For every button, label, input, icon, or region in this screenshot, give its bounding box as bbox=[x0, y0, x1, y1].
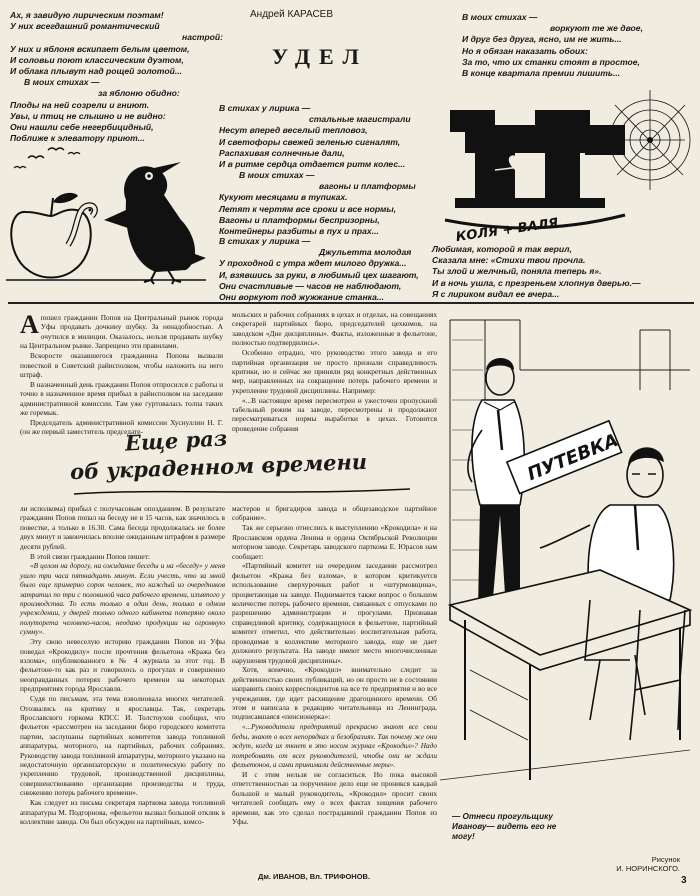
voucher-sign-text: ПУТЕВКА bbox=[524, 429, 622, 486]
poem-line: Они счастливые — часов не наблюдают, bbox=[219, 280, 402, 291]
article-paragraph: Вскоросте оказавшегося гражданина Попова вызвали повесткой в Советский райисполком, чтобы наложить на него штраф. bbox=[20, 351, 223, 379]
poem-line: Поближе к элеватору приют... bbox=[10, 133, 145, 144]
poem-line: И в ночь ушла, с презреньем хлопнув дверью.— bbox=[432, 277, 641, 288]
poem-line: В моих стихах — bbox=[239, 170, 315, 180]
page-number: 3 bbox=[681, 875, 687, 886]
poem-line: В моих стихах — bbox=[462, 12, 538, 22]
poem-line: Они воркуют под жужжание станка... bbox=[219, 292, 385, 303]
poem-middle-stanza-3 bbox=[219, 236, 419, 303]
poem-line: И светофоры свежей зеленью сигналят, bbox=[219, 136, 401, 147]
poem-line: Любимая, которой я так верил, bbox=[432, 244, 572, 254]
poem-line: За то, что их станки стоят в простое, bbox=[462, 56, 640, 67]
article-paragraph: Эту свою невеселую историю гражданин Попов из Уфы поведал «Крокодилу» после прочтения фельетона «Кража без взлома», опубликованного в № 4 журнала за этот год. В фельетоне-то как раз и говорилось о прогулах и совершенно неоправданных потерях рабочего времени на некоторых предприятиях города Ярославля. bbox=[20, 637, 225, 694]
caption-line: Иванову— видеть его не bbox=[452, 822, 557, 831]
poem-line: В стихах у лирика — bbox=[219, 103, 311, 113]
headline-underline bbox=[70, 486, 430, 498]
article-paragraph: Так же серьезно отнеслись к выступлению «Крокодила» и на Ярославском ордена Ленина и ордена Октябрьской Революции моторном заводе. Секретарь заводского парткома Е. Юрасов нам сообщает: bbox=[232, 523, 437, 561]
article-paragraph: «В целом на дорогу, на ожидание беседы и на «беседу» у меня ушло три часа пятнадцать минут. Если учесть, что за мной было еще примерно сорок человек, то каждый из очередников затратил по три с половиной часа рабочего времени, изъятого у производства. То есть только в один день, только в одном учреждении, у дверей только одного кабинета потеряно около полуторета человеко-часов, неодано продукции на огромную сумму». bbox=[20, 561, 225, 637]
poem-line: вагоны и платформы bbox=[319, 181, 416, 192]
article-paragraph: Судя по письмам, эта тема взволновала многих читателей. Отозвались на критику и ярославцы. Так, секретарь Ярославского горкома КПСС И. Толстоухов сообщил, что фельетон «рассмотрен на заседании бюро городского комитета партии, заслушаны партийных комитетов завода топливной аппаратуры, моторного, на партийных, рабочих собраниях. Руководству завода топливной аппаратуры, моторного указано на недостаточную организаторскую и политическую работу по укреплению трудовой, производственной дисциплины, совершенствованию организации производства и труда, снижению потерь рабочего времени». bbox=[20, 694, 225, 798]
article-paragraph: Председатель административной комиссии Хуснуллин Н. Г. (он же первый заместитель председате- bbox=[20, 417, 223, 437]
article-paragraph: ли исполкома) прибыл с получасовым опозданием. В результате гражданин Попов попал на беседу не в 15 часов, как значилось в повестке, а только в 16.30. Сама беседа продолжалась не более двух минут и закончилась вполне ожиданным штрафом в размере десяти рублей. bbox=[20, 504, 225, 551]
poem-line: настрой: bbox=[182, 32, 224, 43]
poem-line: Летят к чертям все сроки и все нормы, bbox=[219, 203, 397, 214]
poem-line: В стихах у лирика — bbox=[219, 236, 311, 246]
article-paragraph: В назначенный день гражданин Попов отпросился с работы и точно в назначенное время прибыл в райисполком на заседание административной комиссии. Там уже гуртовалась толпа таких же горемык. bbox=[20, 379, 223, 418]
article-paragraph: Хотя, конечно, «Крокодил» внимательно следит за действенностью своих публикаций, но он просто не в состоянии направить своих корреспондентов на все те предприятия и во все учреждения, где идет расхищение драгоценного времени. Об этом и написала в редакцию читательница из Ленинграда, подписавшаяся «пенсионерка»: bbox=[232, 665, 437, 722]
poem-middle-stanza-2 bbox=[219, 170, 416, 237]
poem-line: Но я обязан наказать обоих: bbox=[462, 45, 588, 56]
caption-line: могу! bbox=[452, 832, 475, 841]
article-col2-top bbox=[232, 310, 437, 433]
poem-line: Распахивая солнечные дали, bbox=[219, 147, 345, 158]
poem-line: В моих стихах — bbox=[24, 77, 100, 88]
poem-line: стальные магистрали bbox=[309, 114, 411, 125]
article-paragraph: «Партийный комитет на очередном заседании рассмотрел фельетон «Кража без взлома», в котором критикуется использование сверхурочных работ и «штурмовщина», процветающая на заводе. Поднимается также вопрос о большом количестве потерь рабочего времени, связанных с отпусками по разрешению администрации и прогулами. Признавая справедливой критику, содержащуюся в фельетоне, партийный комитет отметил, что действительно воспитательная работа, проводимая в коллективе моторного завода, еще не дает должного результата. На заводе имеют место многочисленные нарушения трудовой дисциплины». bbox=[232, 561, 437, 665]
poem-right-stanza-1 bbox=[462, 12, 643, 79]
article-col1-top bbox=[20, 310, 223, 437]
poem-line: И соловьи поют классическим дуэтом, bbox=[10, 54, 184, 65]
article-paragraph: «...Руководители предприятий прекрасно знают все свои беды, знают о всех непорядках и безобразиях. Так почему же они ждут, когда их ткнет в это носом журнал «Крокодил»? Надо потребовать от всех руководителей, чтобы они не ждали фельетонов, а сами принимали действенные меры». bbox=[232, 722, 437, 769]
poem-middle-stanza-1 bbox=[219, 103, 411, 170]
article-paragraph: мольских и рабочих собраниях в цехах и отделах, на совещаниях секретарей партийных бюро, председателей цехкомов, на заводском «Дне дисциплины». Факты, изложенные в фельетоне, полностью подтвердились». bbox=[232, 310, 437, 348]
poem-line: воркуют те же двое, bbox=[550, 23, 643, 34]
article-paragraph: пошел гражданин Попов на Центральный рынок города Уфы продавать дочкину шубку. За ненадобностью. А очутился в милиции. Оказалось, нельзя продавать шубку на Центральном рынке. Запрещено эти правилами. bbox=[20, 313, 223, 351]
cartoon-illustration bbox=[440, 310, 695, 800]
credit-line: И. НОРИНСКОГО. bbox=[616, 864, 680, 873]
poem-author: Андрей КАРАСЕВ bbox=[250, 9, 334, 20]
article-headline bbox=[69, 425, 430, 500]
credit-line: Рисунок bbox=[651, 855, 680, 864]
machine-cobweb-illustration bbox=[435, 80, 690, 246]
section-divider bbox=[8, 302, 694, 304]
poem-line: У них всегдашний романтический bbox=[10, 21, 160, 32]
drop-cap: А bbox=[20, 310, 39, 339]
machine-inscription: КОЛЯ + ВАЛЯ bbox=[454, 215, 560, 246]
poem-line: Плоды на ней созрели и гниют. bbox=[10, 99, 150, 110]
poem-line: И облака плывут над рощей золотой... bbox=[10, 66, 182, 77]
poem-line: Джульетта молодая bbox=[319, 247, 412, 258]
poem-line: У проходной с утра ждет милого дружка... bbox=[219, 258, 407, 269]
poem-title: УДЕЛ bbox=[272, 44, 368, 69]
poem-line: И в ритме сердца отдается ритм колес... bbox=[219, 159, 406, 170]
poem-line: Несут вперед веселый тепловоз, bbox=[219, 125, 368, 136]
poem-line: Вагоны и платформы беспризорны, bbox=[219, 214, 380, 225]
poem-line: В конце квартала премии лишить... bbox=[462, 68, 621, 79]
poem-line: за яблоню обидно: bbox=[98, 88, 180, 99]
article-col1-bottom bbox=[20, 504, 225, 884]
poem-line: Ты злой и желчный, поняла теперь я». bbox=[432, 266, 602, 277]
poem-line: Я с лириком видал ее вчера... bbox=[432, 288, 560, 299]
poem-line: У них и яблоня вскипает белым цветом, bbox=[10, 43, 190, 54]
poem-line: Контейнеры разбиты в пух и прах... bbox=[219, 226, 379, 237]
poem-line: И друг без друга, ясно, им не жить... bbox=[462, 34, 622, 45]
cartoon-caption bbox=[452, 812, 622, 842]
poem-line: Увы, и птиц не слышно и не видно: bbox=[10, 110, 166, 121]
article-paragraph: мастеров и бригадиров завода и общезаводское партийное собрание». bbox=[232, 504, 437, 523]
poem-line: Сказала мне: «Стихи твои прочла. bbox=[432, 255, 586, 266]
apple-crow-illustration bbox=[6, 140, 216, 290]
poem-line: Ах, я завидую лирическим поэтам! bbox=[10, 10, 164, 20]
headline-line-2: об украденном времени bbox=[69, 448, 368, 485]
poem-right-stanza-2 bbox=[432, 244, 641, 300]
article-paragraph: «...В настоящее время пересмотрен и ужесточен пропускной табельный режим на заводе, пересмотрены и продолжают пересматриваться нормы выработки в цехах. Готовится проведение собрания bbox=[232, 395, 437, 433]
article-paragraph: Особенно отрадно, что руководство этого завода и его партийная организация не просто признали справедливость критики, но и сейчас же приняли ряд конкретных действенных мер, направленных на сокращение потерь рабочего времени и укрепление трудовой дисциплины. Например: bbox=[232, 348, 437, 395]
headline-line-1: Еще раз bbox=[124, 425, 228, 456]
poem-line: Кукуют месяцами в тупиках. bbox=[219, 192, 348, 203]
poem-line: Они нашли себе негербицидный, bbox=[10, 122, 154, 133]
caption-line: — Отнеси прогульщику bbox=[452, 812, 553, 821]
article-paragraph: И с этим нельзя не согласиться. Но пока высокой ответственностью за порученное дело еще не проникся каждый большой и малый руководитель, «Крокодил» просит своих читателей сообщать ему о всех фактах хищения рабочего времени, как это сделал пострадавший гражданин Попов из Уфы. bbox=[232, 769, 437, 826]
article-paragraph: В этой связи гражданин Попов пишет: bbox=[30, 551, 150, 561]
article-signature: Дм. ИВАНОВ, Вл. ТРИФОНОВ. bbox=[258, 872, 371, 881]
poem-left-stanza bbox=[10, 10, 223, 144]
article-paragraph: Как следует из письма секретаря парткома завода топливной аппаратуры М. Подгорнова, «фельетон вызвал большой отклик в коллективе завода. Он был обсужден на партийных, комсо- bbox=[20, 798, 225, 826]
cartoon-credit bbox=[600, 855, 680, 873]
article-col2-bottom bbox=[232, 504, 437, 870]
poem-line: И, взявшись за руки, в любимый цех шагают, bbox=[219, 269, 419, 280]
